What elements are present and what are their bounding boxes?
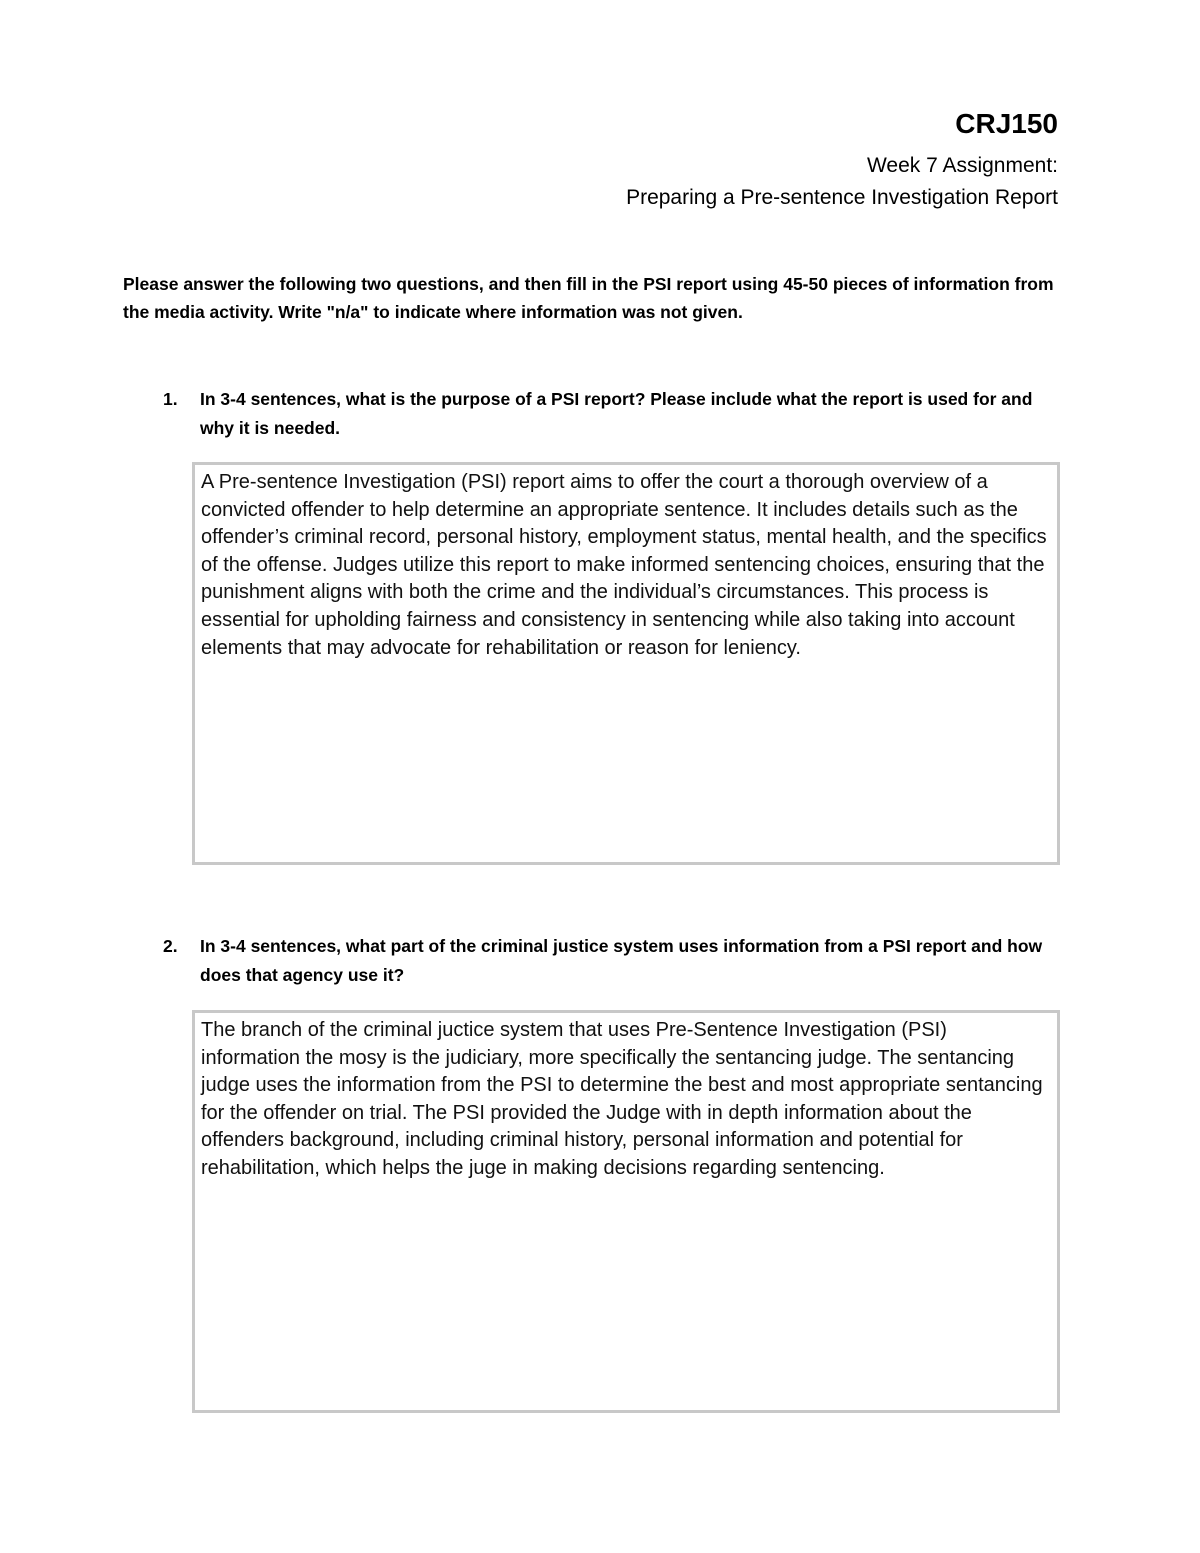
instructions: Please answer the following two questions, and then fill in the PSI report using 45-50 pieces of information from the media activity. Write "n/a" to indicate where information was not given. <box>123 274 1054 322</box>
document-header <box>626 106 1058 214</box>
question-2-number: 2. <box>163 936 178 956</box>
answer-2-text: The branch of the criminal juctice system that uses Pre-Sentence Investigation (PSI) information the mosy is the judiciary, more specifically the sentancing judge. The sentancing judge uses the information from the PSI to determine the best and most appropriate sentancing for the offender on trial. The PSI provided the Judge with in depth information about the offenders background, including criminal history, personal information and potential for rehabilitation, which helps the juge in making decisions regarding sentencing. <box>201 1019 1043 1179</box>
question-2-text: In 3-4 sentences, what part of the criminal justice system uses information from a PSI report and how does that agency use it? <box>200 936 1043 985</box>
answer-box-2[interactable] <box>192 1010 1060 1413</box>
question-2 <box>163 932 1063 990</box>
answer-1-text: A Pre-sentence Investigation (PSI) report aims to offer the court a thorough overview of a convicted offender to help determine an appropriate sentence. It includes details such as the offender’s criminal record, personal history, employment status, mental health, and the specifics of the offense. Judges utilize this report to make informed sentencing choices, ensuring that the punishment aligns with both the crime and the individual’s circumstances. This process is essential for upholding fairness and consistency in sentencing while also taking into account elements that may advocate for rehabilitation or reason for leniency. <box>201 471 1047 659</box>
assignment-title: Preparing a Pre-sentence Investigation Report <box>626 186 1058 209</box>
question-1-number: 1. <box>163 389 178 409</box>
question-1 <box>163 385 1063 443</box>
course-code: CRJ150 <box>955 108 1058 139</box>
assignment-week: Week 7 Assignment: <box>866 154 1058 177</box>
answer-box-1[interactable] <box>192 462 1060 865</box>
question-1-text: In 3-4 sentences, what is the purpose of a PSI report? Please include what the report is used for and why it is needed. <box>200 389 1033 438</box>
